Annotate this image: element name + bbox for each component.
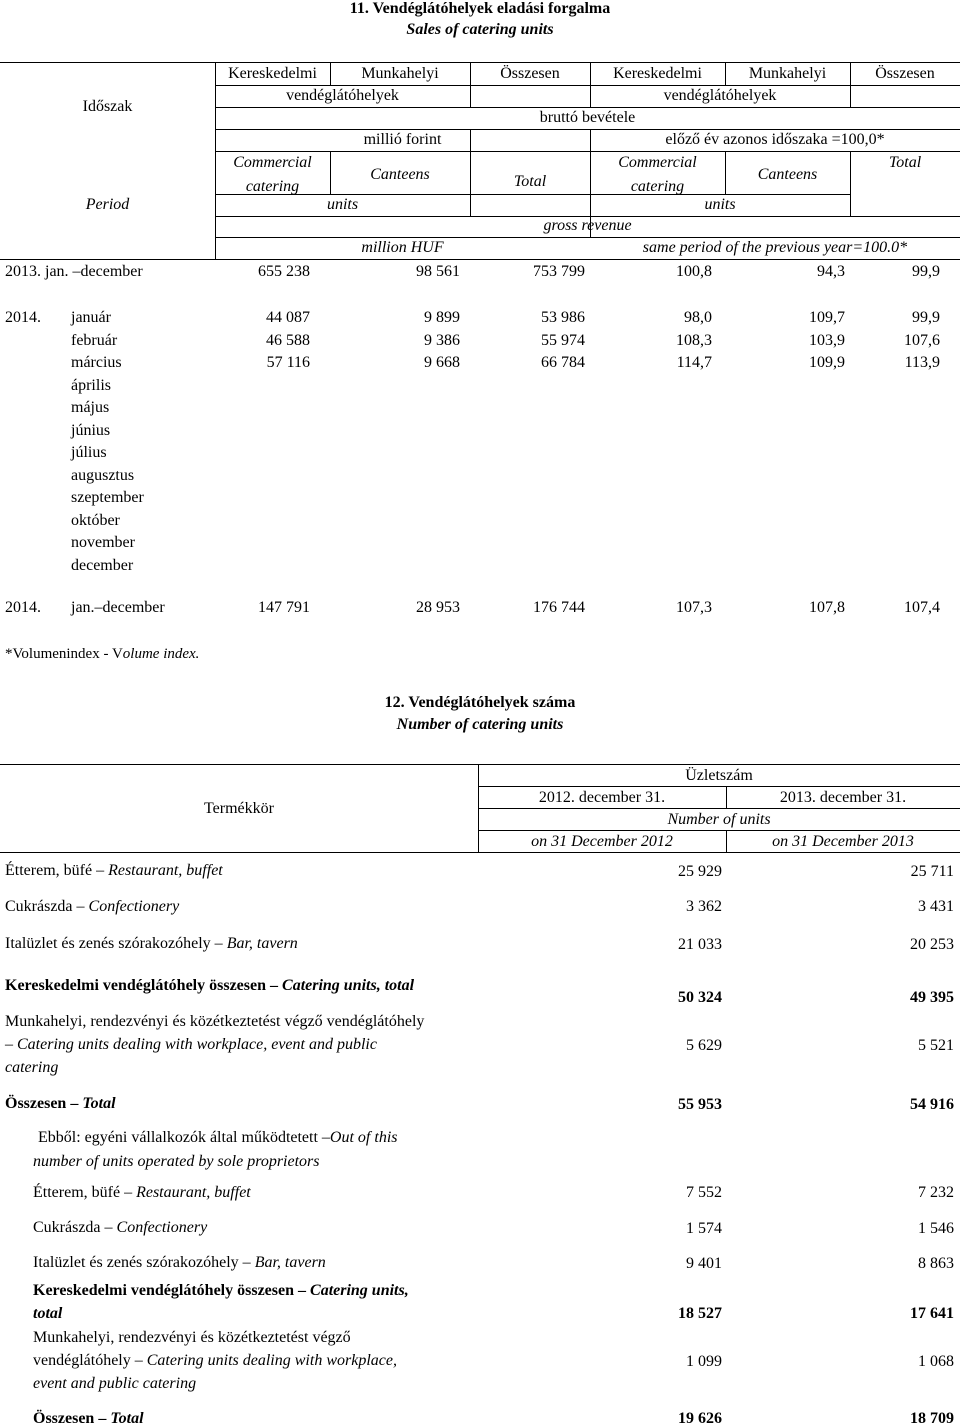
t11-row2013-cell: 98 561 bbox=[416, 263, 460, 280]
t11-rule bbox=[215, 129, 960, 130]
t12-sub-label: vendéglátóhely – Catering units dealing with workplace, bbox=[33, 1352, 397, 1369]
t12-sub-2012: 1 574 bbox=[686, 1220, 722, 1237]
t12-ebbol-en: number of units operated by sole proprietors bbox=[33, 1153, 320, 1170]
t12-sub-2012: 9 401 bbox=[686, 1255, 722, 1272]
month-label: szeptember bbox=[71, 489, 144, 506]
t12-sub-2013: 1 546 bbox=[918, 1220, 954, 1237]
t11-title: 11. Vendéglátóhelyek eladási forgalma bbox=[349, 0, 611, 17]
month-label: november bbox=[71, 534, 135, 551]
t11-h-osszesen-2: Összesen bbox=[875, 65, 935, 82]
t11-row2013-cell: 100,8 bbox=[676, 263, 712, 280]
month-cell: 98,0 bbox=[684, 309, 712, 326]
t12-top-rule bbox=[0, 764, 960, 765]
t11-row2013-label: 2013. jan. –december bbox=[5, 263, 143, 280]
t11-h-million-huf: million HUF bbox=[361, 239, 444, 256]
t12-row-label: – Catering units dealing with workplace, event and public bbox=[5, 1036, 377, 1053]
month-cell: 109,9 bbox=[809, 354, 845, 371]
t12-row-2013: 49 395 bbox=[910, 989, 954, 1006]
t11-year-label: 2014. bbox=[5, 309, 41, 326]
t11-h-osszesen-1: Összesen bbox=[500, 65, 560, 82]
t11-row2014-cell: 28 953 bbox=[416, 599, 460, 616]
month-cell: 114,7 bbox=[676, 354, 712, 371]
month-cell: 66 784 bbox=[541, 354, 585, 371]
t12-h-2012: 2012. december 31. bbox=[538, 789, 666, 806]
t11-row2013-cell: 655 238 bbox=[258, 263, 310, 280]
t12-sub-2013: 1 068 bbox=[918, 1353, 954, 1370]
month-label: április bbox=[71, 376, 111, 394]
t11-period-en: Period bbox=[85, 196, 130, 213]
t12-row-2012: 5 629 bbox=[686, 1037, 722, 1054]
t12-row-label: Munkahelyi, rendezvényi és közétkeztetést végző vendéglátóhely bbox=[5, 1013, 425, 1030]
t11-top-rule bbox=[0, 62, 960, 63]
t12-ebbol: Ebből: egyéni vállalkozók által működtetett –Out of this bbox=[38, 1129, 398, 1146]
month-cell: 9 899 bbox=[424, 309, 460, 326]
t11-row2014-cell: 107,3 bbox=[676, 599, 712, 616]
month-label: június bbox=[71, 421, 111, 439]
t11-row2014-cell: 147 791 bbox=[258, 599, 310, 616]
month-cell: 44 087 bbox=[266, 309, 310, 326]
t12-rule bbox=[478, 786, 960, 787]
t11-h-keresk-1: Kereskedelmi bbox=[228, 65, 317, 82]
t12-sub-2013: 18 709 bbox=[910, 1410, 954, 1427]
month-cell: 108,3 bbox=[676, 331, 712, 349]
t11-h-catering-2: catering bbox=[630, 178, 685, 195]
t12-row-2012: 3 362 bbox=[686, 898, 722, 915]
t12-row-2012: 55 953 bbox=[678, 1096, 722, 1113]
month-cell: 103,9 bbox=[809, 331, 845, 349]
t11-h-total-2: Total bbox=[888, 154, 922, 171]
t12-row-label: catering bbox=[5, 1059, 59, 1076]
month-cell: 9 668 bbox=[424, 354, 460, 371]
t12-title: 12. Vendéglátóhelyek száma bbox=[384, 694, 576, 711]
t11-h-vendeg-1: vendéglátóhelyek bbox=[286, 87, 399, 104]
t12-row-2012: 50 324 bbox=[678, 989, 722, 1006]
t11-rule bbox=[215, 107, 960, 108]
t11-h-elozo: előző év azonos időszaka =100,0* bbox=[665, 131, 885, 148]
t11-h-brutto: bruttó bevétele bbox=[539, 109, 636, 126]
t12-row-label: Kereskedelmi vendéglátóhely összesen – Catering units, total bbox=[5, 977, 415, 994]
month-cell: 109,7 bbox=[809, 309, 845, 326]
t11-h-same-period: same period of the previous year=100.0* bbox=[642, 239, 908, 256]
t12-rule bbox=[478, 830, 960, 831]
t12-sub-2012: 18 527 bbox=[678, 1305, 722, 1322]
t12-sub-2012: 1 099 bbox=[686, 1353, 722, 1370]
month-cell: 46 588 bbox=[266, 331, 310, 349]
t11-h-commercial-1: Commercial bbox=[233, 154, 312, 171]
month-label: december bbox=[71, 556, 134, 574]
t12-row-2013: 3 431 bbox=[918, 898, 954, 915]
t12-h-termekkor: Termékkör bbox=[204, 800, 274, 817]
month-label: február bbox=[71, 331, 118, 349]
t12-sub-label: Cukrászda – Confectionery bbox=[33, 1219, 208, 1236]
t12-subtitle: Number of catering units bbox=[396, 716, 564, 733]
month-label: augusztus bbox=[71, 466, 135, 484]
t12-sub-label: event and public catering bbox=[33, 1375, 197, 1392]
t11-row2014-cell: 107,8 bbox=[809, 599, 845, 616]
t12-row-2012: 25 929 bbox=[678, 863, 722, 880]
month-label: január bbox=[71, 309, 111, 326]
t11-h-munkah-1: Munkahelyi bbox=[361, 65, 439, 82]
month-cell: 113,9 bbox=[904, 354, 940, 371]
t11-rule bbox=[215, 151, 960, 152]
t11-rule bbox=[215, 237, 960, 238]
t12-sub-label: Italüzlet és zenés szórakozóhely – Bar, tavern bbox=[33, 1254, 326, 1271]
t12-row-2012: 21 033 bbox=[678, 936, 722, 953]
t12-row-label: Étterem, büfé – Restaurant, buffet bbox=[5, 862, 223, 879]
t11-h-units-1: units bbox=[326, 196, 359, 213]
t11-h-commercial-2: Commercial bbox=[618, 154, 697, 171]
month-cell: 99,9 bbox=[912, 309, 940, 326]
t11-row2014-cell: 107,4 bbox=[904, 599, 940, 616]
t12-sub-label: Összesen – Total bbox=[33, 1410, 144, 1427]
month-cell: 107,6 bbox=[904, 331, 940, 349]
t12-sub-label: Munkahelyi, rendezvényi és közétkeztetést végző bbox=[33, 1329, 351, 1346]
t11-h-vendeg-2: vendéglátóhelyek bbox=[663, 87, 777, 104]
month-cell: 55 974 bbox=[541, 331, 585, 349]
t11-subtitle: Sales of catering units bbox=[406, 21, 554, 38]
month-cell: 57 116 bbox=[266, 354, 310, 371]
t12-sub-2013: 8 863 bbox=[918, 1255, 954, 1272]
t12-h-2013: 2013. december 31. bbox=[779, 789, 907, 806]
t11-h-total-1: Total bbox=[513, 173, 547, 190]
t11-h-canteens-2: Canteens bbox=[757, 166, 818, 183]
t11-footnote: *Volumenindex - Volume index. bbox=[5, 646, 200, 662]
t12-row-2013: 20 253 bbox=[910, 936, 954, 953]
t12-sub-2012: 7 552 bbox=[686, 1184, 722, 1201]
t11-row2013-cell: 753 799 bbox=[533, 263, 585, 280]
t11-h-munkah-2: Munkahelyi bbox=[748, 65, 827, 82]
t11-row2014-label: jan.–december bbox=[71, 599, 165, 616]
t11-row2014-cell: 176 744 bbox=[533, 599, 585, 616]
month-label: május bbox=[71, 399, 110, 416]
t12-sub-label: Étterem, büfé – Restaurant, buffet bbox=[33, 1184, 251, 1201]
t12-header-bottom-rule bbox=[0, 852, 960, 853]
t12-h-uzletszam: Üzletszám bbox=[685, 767, 753, 784]
t12-h-on-2012: on 31 December 2012 bbox=[531, 833, 673, 850]
t12-h-number-of-units: Number of units bbox=[667, 811, 771, 828]
t12-rule bbox=[478, 808, 960, 809]
t12-row-label: Cukrászda – Confectionery bbox=[5, 898, 180, 915]
t11-h-keresk-2: Kereskedelmi bbox=[613, 65, 702, 82]
t12-sub-label: Kereskedelmi vendéglátóhely összesen – Catering units, bbox=[33, 1282, 409, 1299]
t12-sub-label: total bbox=[33, 1305, 63, 1322]
t11-h-gross: gross revenue bbox=[543, 217, 632, 234]
t11-h-canteens-1: Canteens bbox=[370, 166, 430, 183]
t12-row-2013: 25 711 bbox=[910, 863, 954, 880]
t11-period-hu: Időszak bbox=[82, 98, 133, 115]
t12-row-label: Összesen – Total bbox=[5, 1095, 116, 1112]
month-label: július bbox=[71, 444, 107, 461]
t12-row-2013: 5 521 bbox=[918, 1037, 954, 1054]
t11-row2013-cell: 99,9 bbox=[912, 263, 940, 280]
t11-row2014-year: 2014. bbox=[5, 599, 41, 616]
t11-h-units-2: units bbox=[704, 196, 736, 213]
month-cell: 9 386 bbox=[424, 331, 460, 349]
t12-sub-2013: 7 232 bbox=[918, 1184, 954, 1201]
t11-h-millio: millió forint bbox=[363, 131, 442, 148]
month-label: október bbox=[71, 511, 120, 529]
t11-h-catering-1: catering bbox=[245, 178, 300, 195]
t12-h-on-2013: on 31 December 2013 bbox=[772, 833, 914, 850]
t12-row-label: Italüzlet és zenés szórakozóhely – Bar, tavern bbox=[5, 935, 298, 952]
t12-sub-2012: 19 626 bbox=[678, 1410, 722, 1427]
t11-header-bottom-rule bbox=[0, 259, 960, 260]
t11-row2013-cell: 94,3 bbox=[817, 263, 845, 280]
t12-row-2013: 54 916 bbox=[910, 1096, 954, 1113]
t11-rule bbox=[215, 85, 960, 86]
t12-sub-2013: 17 641 bbox=[910, 1305, 954, 1322]
month-label: március bbox=[71, 354, 122, 371]
month-cell: 53 986 bbox=[541, 309, 585, 326]
